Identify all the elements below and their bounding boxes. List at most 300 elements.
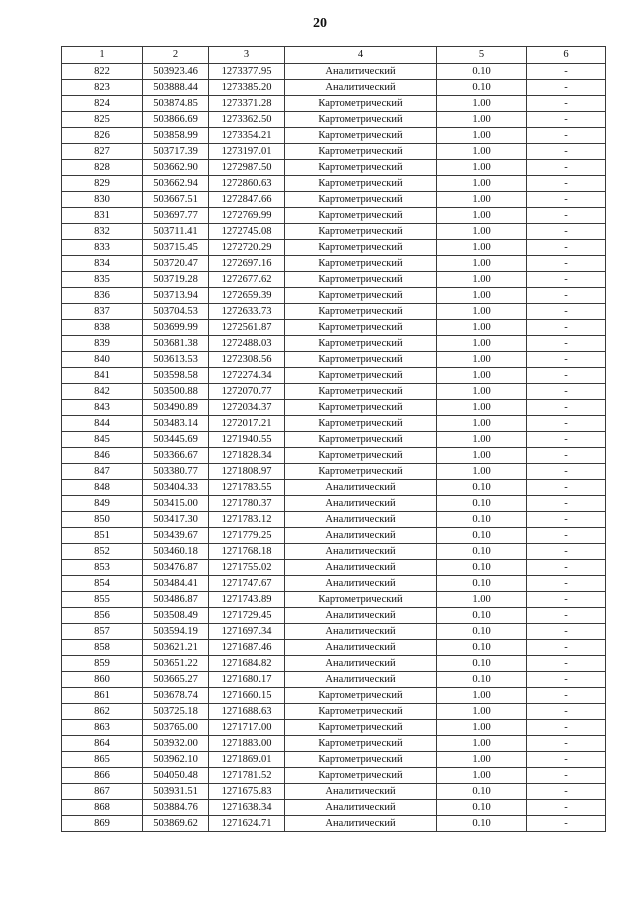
cell-method: Картометрический xyxy=(285,352,437,368)
cell-method: Аналитический xyxy=(285,784,437,800)
table-row xyxy=(62,576,606,592)
cell-point-number: 849 xyxy=(62,496,143,512)
cell-point-number: 867 xyxy=(62,784,143,800)
cell-method: Картометрический xyxy=(285,288,437,304)
cell-coord-y: 1272308.56 xyxy=(209,352,285,368)
cell-point-number: 858 xyxy=(62,640,143,656)
table-row xyxy=(62,720,606,736)
table-row xyxy=(62,400,606,416)
cell-note: - xyxy=(527,336,606,352)
cell-method: Аналитический xyxy=(285,480,437,496)
cell-note: - xyxy=(527,736,606,752)
cell-note: - xyxy=(527,688,606,704)
cell-point-number: 863 xyxy=(62,720,143,736)
cell-coord-x: 503884.76 xyxy=(143,800,209,816)
cell-point-number: 842 xyxy=(62,384,143,400)
cell-coord-y: 1271828.34 xyxy=(209,448,285,464)
cell-note: - xyxy=(527,592,606,608)
cell-point-number: 825 xyxy=(62,112,143,128)
cell-coord-x: 503697.77 xyxy=(143,208,209,224)
table-row xyxy=(62,160,606,176)
cell-point-number: 840 xyxy=(62,352,143,368)
table-row xyxy=(62,96,606,112)
cell-coord-x: 503711.41 xyxy=(143,224,209,240)
cell-coord-x: 503598.58 xyxy=(143,368,209,384)
cell-method: Картометрический xyxy=(285,400,437,416)
cell-accuracy: 1.00 xyxy=(437,144,527,160)
cell-accuracy: 0.10 xyxy=(437,80,527,96)
cell-coord-y: 1271638.34 xyxy=(209,800,285,816)
cell-coord-y: 1271783.55 xyxy=(209,480,285,496)
cell-note: - xyxy=(527,288,606,304)
cell-point-number: 835 xyxy=(62,272,143,288)
cell-method: Картометрический xyxy=(285,176,437,192)
cell-coord-y: 1271675.83 xyxy=(209,784,285,800)
cell-method: Картометрический xyxy=(285,224,437,240)
table-row xyxy=(62,144,606,160)
cell-accuracy: 1.00 xyxy=(437,432,527,448)
cell-coord-x: 503486.87 xyxy=(143,592,209,608)
cell-accuracy: 1.00 xyxy=(437,384,527,400)
cell-coord-x: 503651.22 xyxy=(143,656,209,672)
cell-coord-y: 1272987.50 xyxy=(209,160,285,176)
cell-coord-x: 503380.77 xyxy=(143,464,209,480)
table-row xyxy=(62,112,606,128)
column-header-note: 6 xyxy=(527,47,606,64)
cell-note: - xyxy=(527,64,606,80)
cell-accuracy: 0.10 xyxy=(437,480,527,496)
cell-accuracy: 1.00 xyxy=(437,224,527,240)
cell-accuracy: 0.10 xyxy=(437,576,527,592)
cell-point-number: 843 xyxy=(62,400,143,416)
table-row xyxy=(62,752,606,768)
cell-coord-x: 503866.69 xyxy=(143,112,209,128)
cell-method: Аналитический xyxy=(285,80,437,96)
cell-method: Картометрический xyxy=(285,448,437,464)
cell-note: - xyxy=(527,176,606,192)
cell-note: - xyxy=(527,192,606,208)
cell-note: - xyxy=(527,368,606,384)
cell-coord-x: 503490.89 xyxy=(143,400,209,416)
table-row xyxy=(62,816,606,832)
cell-accuracy: 1.00 xyxy=(437,592,527,608)
cell-method: Аналитический xyxy=(285,512,437,528)
cell-coord-x: 503417.30 xyxy=(143,512,209,528)
cell-coord-x: 503366.67 xyxy=(143,448,209,464)
cell-point-number: 855 xyxy=(62,592,143,608)
table-row xyxy=(62,176,606,192)
cell-method: Аналитический xyxy=(285,544,437,560)
cell-accuracy: 1.00 xyxy=(437,704,527,720)
table-row xyxy=(62,256,606,272)
cell-coord-x: 503500.88 xyxy=(143,384,209,400)
cell-accuracy: 1.00 xyxy=(437,752,527,768)
cell-method: Картометрический xyxy=(285,704,437,720)
table-row xyxy=(62,592,606,608)
cell-coord-x: 504050.48 xyxy=(143,768,209,784)
cell-note: - xyxy=(527,128,606,144)
cell-point-number: 838 xyxy=(62,320,143,336)
cell-note: - xyxy=(527,352,606,368)
cell-note: - xyxy=(527,752,606,768)
cell-accuracy: 1.00 xyxy=(437,336,527,352)
cell-method: Картометрический xyxy=(285,752,437,768)
cell-accuracy: 1.00 xyxy=(437,288,527,304)
cell-coord-x: 503678.74 xyxy=(143,688,209,704)
cell-coord-y: 1272720.29 xyxy=(209,240,285,256)
cell-coord-x: 503699.99 xyxy=(143,320,209,336)
cell-point-number: 845 xyxy=(62,432,143,448)
table-row xyxy=(62,192,606,208)
cell-coord-y: 1272274.34 xyxy=(209,368,285,384)
cell-method: Картометрический xyxy=(285,368,437,384)
cell-method: Картометрический xyxy=(285,256,437,272)
cell-coord-x: 503460.18 xyxy=(143,544,209,560)
cell-accuracy: 1.00 xyxy=(437,416,527,432)
cell-note: - xyxy=(527,240,606,256)
cell-point-number: 846 xyxy=(62,448,143,464)
cell-coord-y: 1271747.67 xyxy=(209,576,285,592)
cell-coord-y: 1271781.52 xyxy=(209,768,285,784)
cell-coord-x: 503704.53 xyxy=(143,304,209,320)
cell-coord-y: 1273362.50 xyxy=(209,112,285,128)
cell-note: - xyxy=(527,448,606,464)
cell-coord-y: 1271883.00 xyxy=(209,736,285,752)
cell-accuracy: 1.00 xyxy=(437,160,527,176)
table-row xyxy=(62,672,606,688)
cell-note: - xyxy=(527,544,606,560)
cell-method: Картометрический xyxy=(285,240,437,256)
table-row xyxy=(62,416,606,432)
cell-coord-x: 503888.44 xyxy=(143,80,209,96)
cell-coord-x: 503932.00 xyxy=(143,736,209,752)
cell-coord-x: 503713.94 xyxy=(143,288,209,304)
table-row xyxy=(62,768,606,784)
cell-coord-y: 1271808.97 xyxy=(209,464,285,480)
table-row xyxy=(62,384,606,400)
cell-method: Картометрический xyxy=(285,320,437,336)
cell-coord-y: 1271869.01 xyxy=(209,752,285,768)
cell-accuracy: 1.00 xyxy=(437,688,527,704)
cell-coord-y: 1271940.55 xyxy=(209,432,285,448)
cell-note: - xyxy=(527,432,606,448)
column-header-coord-y: 3 xyxy=(209,47,285,64)
cell-accuracy: 0.10 xyxy=(437,640,527,656)
cell-accuracy: 1.00 xyxy=(437,736,527,752)
coordinates-table xyxy=(61,46,606,832)
cell-accuracy: 1.00 xyxy=(437,352,527,368)
cell-accuracy: 0.10 xyxy=(437,544,527,560)
cell-point-number: 844 xyxy=(62,416,143,432)
cell-method: Картометрический xyxy=(285,464,437,480)
cell-point-number: 841 xyxy=(62,368,143,384)
cell-coord-y: 1273385.20 xyxy=(209,80,285,96)
table-row xyxy=(62,624,606,640)
table-row xyxy=(62,608,606,624)
cell-point-number: 833 xyxy=(62,240,143,256)
table-row xyxy=(62,704,606,720)
table-row xyxy=(62,128,606,144)
cell-coord-x: 503613.53 xyxy=(143,352,209,368)
cell-method: Картометрический xyxy=(285,304,437,320)
cell-accuracy: 1.00 xyxy=(437,240,527,256)
table-body xyxy=(62,64,606,832)
table-row xyxy=(62,336,606,352)
cell-accuracy: 0.10 xyxy=(437,784,527,800)
cell-coord-y: 1272561.87 xyxy=(209,320,285,336)
cell-coord-y: 1272488.03 xyxy=(209,336,285,352)
table-row xyxy=(62,736,606,752)
cell-accuracy: 0.10 xyxy=(437,816,527,832)
table-row xyxy=(62,320,606,336)
cell-method: Картометрический xyxy=(285,128,437,144)
cell-note: - xyxy=(527,144,606,160)
cell-method: Аналитический xyxy=(285,656,437,672)
cell-point-number: 865 xyxy=(62,752,143,768)
cell-note: - xyxy=(527,720,606,736)
cell-point-number: 859 xyxy=(62,656,143,672)
cell-method: Картометрический xyxy=(285,720,437,736)
cell-accuracy: 0.10 xyxy=(437,528,527,544)
table-row xyxy=(62,352,606,368)
cell-point-number: 868 xyxy=(62,800,143,816)
table-row xyxy=(62,480,606,496)
cell-coord-x: 503962.10 xyxy=(143,752,209,768)
cell-coord-y: 1271743.89 xyxy=(209,592,285,608)
cell-coord-x: 503476.87 xyxy=(143,560,209,576)
cell-accuracy: 0.10 xyxy=(437,496,527,512)
cell-coord-y: 1271729.45 xyxy=(209,608,285,624)
cell-coord-x: 503483.14 xyxy=(143,416,209,432)
cell-note: - xyxy=(527,560,606,576)
column-header-accuracy: 5 xyxy=(437,47,527,64)
cell-point-number: 851 xyxy=(62,528,143,544)
cell-point-number: 860 xyxy=(62,672,143,688)
table-header xyxy=(62,47,606,64)
cell-coord-y: 1272847.66 xyxy=(209,192,285,208)
cell-note: - xyxy=(527,208,606,224)
cell-coord-y: 1271717.00 xyxy=(209,720,285,736)
cell-method: Картометрический xyxy=(285,96,437,112)
cell-coord-x: 503484.41 xyxy=(143,576,209,592)
cell-accuracy: 1.00 xyxy=(437,128,527,144)
cell-coord-x: 503662.94 xyxy=(143,176,209,192)
table-row xyxy=(62,432,606,448)
cell-method: Аналитический xyxy=(285,496,437,512)
cell-coord-x: 503621.21 xyxy=(143,640,209,656)
cell-coord-x: 503508.49 xyxy=(143,608,209,624)
cell-method: Картометрический xyxy=(285,736,437,752)
cell-note: - xyxy=(527,608,606,624)
cell-coord-x: 503415.00 xyxy=(143,496,209,512)
cell-note: - xyxy=(527,80,606,96)
cell-coord-x: 503715.45 xyxy=(143,240,209,256)
cell-method: Аналитический xyxy=(285,816,437,832)
cell-accuracy: 1.00 xyxy=(437,256,527,272)
cell-point-number: 869 xyxy=(62,816,143,832)
cell-point-number: 828 xyxy=(62,160,143,176)
cell-coord-x: 503439.67 xyxy=(143,528,209,544)
cell-coord-x: 503874.85 xyxy=(143,96,209,112)
cell-point-number: 839 xyxy=(62,336,143,352)
cell-accuracy: 0.10 xyxy=(437,608,527,624)
cell-note: - xyxy=(527,784,606,800)
cell-point-number: 827 xyxy=(62,144,143,160)
cell-coord-x: 503667.51 xyxy=(143,192,209,208)
cell-coord-y: 1271687.46 xyxy=(209,640,285,656)
table-row xyxy=(62,656,606,672)
cell-point-number: 824 xyxy=(62,96,143,112)
cell-point-number: 853 xyxy=(62,560,143,576)
table-row xyxy=(62,64,606,80)
cell-method: Картометрический xyxy=(285,432,437,448)
cell-point-number: 834 xyxy=(62,256,143,272)
cell-accuracy: 1.00 xyxy=(437,368,527,384)
cell-note: - xyxy=(527,384,606,400)
cell-note: - xyxy=(527,320,606,336)
cell-accuracy: 1.00 xyxy=(437,464,527,480)
cell-coord-y: 1273377.95 xyxy=(209,64,285,80)
cell-method: Аналитический xyxy=(285,64,437,80)
cell-point-number: 850 xyxy=(62,512,143,528)
cell-method: Аналитический xyxy=(285,576,437,592)
table-row xyxy=(62,496,606,512)
cell-note: - xyxy=(527,480,606,496)
cell-coord-y: 1272860.63 xyxy=(209,176,285,192)
table-row xyxy=(62,688,606,704)
cell-note: - xyxy=(527,400,606,416)
cell-point-number: 861 xyxy=(62,688,143,704)
cell-accuracy: 0.10 xyxy=(437,656,527,672)
cell-coord-y: 1271755.02 xyxy=(209,560,285,576)
cell-point-number: 866 xyxy=(62,768,143,784)
cell-coord-y: 1271780.37 xyxy=(209,496,285,512)
cell-point-number: 847 xyxy=(62,464,143,480)
cell-accuracy: 1.00 xyxy=(437,320,527,336)
cell-point-number: 864 xyxy=(62,736,143,752)
cell-point-number: 836 xyxy=(62,288,143,304)
cell-note: - xyxy=(527,768,606,784)
cell-note: - xyxy=(527,816,606,832)
cell-note: - xyxy=(527,624,606,640)
cell-accuracy: 1.00 xyxy=(437,96,527,112)
table-row xyxy=(62,528,606,544)
cell-method: Картометрический xyxy=(285,144,437,160)
cell-coord-y: 1271779.25 xyxy=(209,528,285,544)
table-row xyxy=(62,512,606,528)
cell-note: - xyxy=(527,704,606,720)
cell-method: Картометрический xyxy=(285,592,437,608)
cell-accuracy: 1.00 xyxy=(437,448,527,464)
cell-coord-y: 1271688.63 xyxy=(209,704,285,720)
cell-accuracy: 1.00 xyxy=(437,192,527,208)
cell-accuracy: 0.10 xyxy=(437,672,527,688)
cell-coord-x: 503725.18 xyxy=(143,704,209,720)
cell-method: Картометрический xyxy=(285,416,437,432)
cell-coord-x: 503404.33 xyxy=(143,480,209,496)
cell-coord-x: 503720.47 xyxy=(143,256,209,272)
cell-coord-y: 1272745.08 xyxy=(209,224,285,240)
cell-note: - xyxy=(527,496,606,512)
cell-accuracy: 1.00 xyxy=(437,112,527,128)
cell-method: Картометрический xyxy=(285,336,437,352)
cell-point-number: 856 xyxy=(62,608,143,624)
cell-coord-y: 1272659.39 xyxy=(209,288,285,304)
table-row xyxy=(62,464,606,480)
cell-coord-x: 503662.90 xyxy=(143,160,209,176)
cell-point-number: 822 xyxy=(62,64,143,80)
cell-point-number: 854 xyxy=(62,576,143,592)
cell-method: Картометрический xyxy=(285,160,437,176)
cell-coord-y: 1272017.21 xyxy=(209,416,285,432)
cell-method: Аналитический xyxy=(285,608,437,624)
cell-coord-y: 1271783.12 xyxy=(209,512,285,528)
cell-note: - xyxy=(527,304,606,320)
cell-note: - xyxy=(527,672,606,688)
cell-point-number: 862 xyxy=(62,704,143,720)
cell-note: - xyxy=(527,256,606,272)
cell-coord-y: 1272633.73 xyxy=(209,304,285,320)
cell-accuracy: 1.00 xyxy=(437,768,527,784)
cell-method: Картометрический xyxy=(285,272,437,288)
cell-coord-x: 503665.27 xyxy=(143,672,209,688)
table-row xyxy=(62,240,606,256)
cell-point-number: 829 xyxy=(62,176,143,192)
table-row xyxy=(62,208,606,224)
cell-point-number: 832 xyxy=(62,224,143,240)
cell-accuracy: 1.00 xyxy=(437,208,527,224)
cell-point-number: 848 xyxy=(62,480,143,496)
cell-method: Аналитический xyxy=(285,624,437,640)
cell-coord-y: 1272070.77 xyxy=(209,384,285,400)
cell-note: - xyxy=(527,112,606,128)
cell-coord-y: 1273371.28 xyxy=(209,96,285,112)
cell-coord-x: 503765.00 xyxy=(143,720,209,736)
table-row xyxy=(62,640,606,656)
cell-note: - xyxy=(527,576,606,592)
cell-coord-y: 1271684.82 xyxy=(209,656,285,672)
table-row xyxy=(62,368,606,384)
cell-accuracy: 0.10 xyxy=(437,560,527,576)
cell-note: - xyxy=(527,224,606,240)
cell-coord-x: 503445.69 xyxy=(143,432,209,448)
cell-method: Аналитический xyxy=(285,640,437,656)
table-row xyxy=(62,224,606,240)
cell-note: - xyxy=(527,416,606,432)
table-row xyxy=(62,272,606,288)
cell-method: Картометрический xyxy=(285,208,437,224)
cell-method: Картометрический xyxy=(285,768,437,784)
cell-method: Картометрический xyxy=(285,384,437,400)
cell-point-number: 837 xyxy=(62,304,143,320)
cell-accuracy: 1.00 xyxy=(437,272,527,288)
cell-note: - xyxy=(527,800,606,816)
cell-method: Аналитический xyxy=(285,560,437,576)
cell-coord-y: 1272034.37 xyxy=(209,400,285,416)
cell-note: - xyxy=(527,160,606,176)
column-header-method: 4 xyxy=(285,47,437,64)
cell-point-number: 830 xyxy=(62,192,143,208)
cell-note: - xyxy=(527,272,606,288)
cell-coord-y: 1271697.34 xyxy=(209,624,285,640)
cell-accuracy: 1.00 xyxy=(437,176,527,192)
table-row xyxy=(62,288,606,304)
cell-accuracy: 0.10 xyxy=(437,64,527,80)
header-row xyxy=(62,47,606,64)
cell-method: Картометрический xyxy=(285,192,437,208)
cell-note: - xyxy=(527,640,606,656)
cell-coord-x: 503931.51 xyxy=(143,784,209,800)
